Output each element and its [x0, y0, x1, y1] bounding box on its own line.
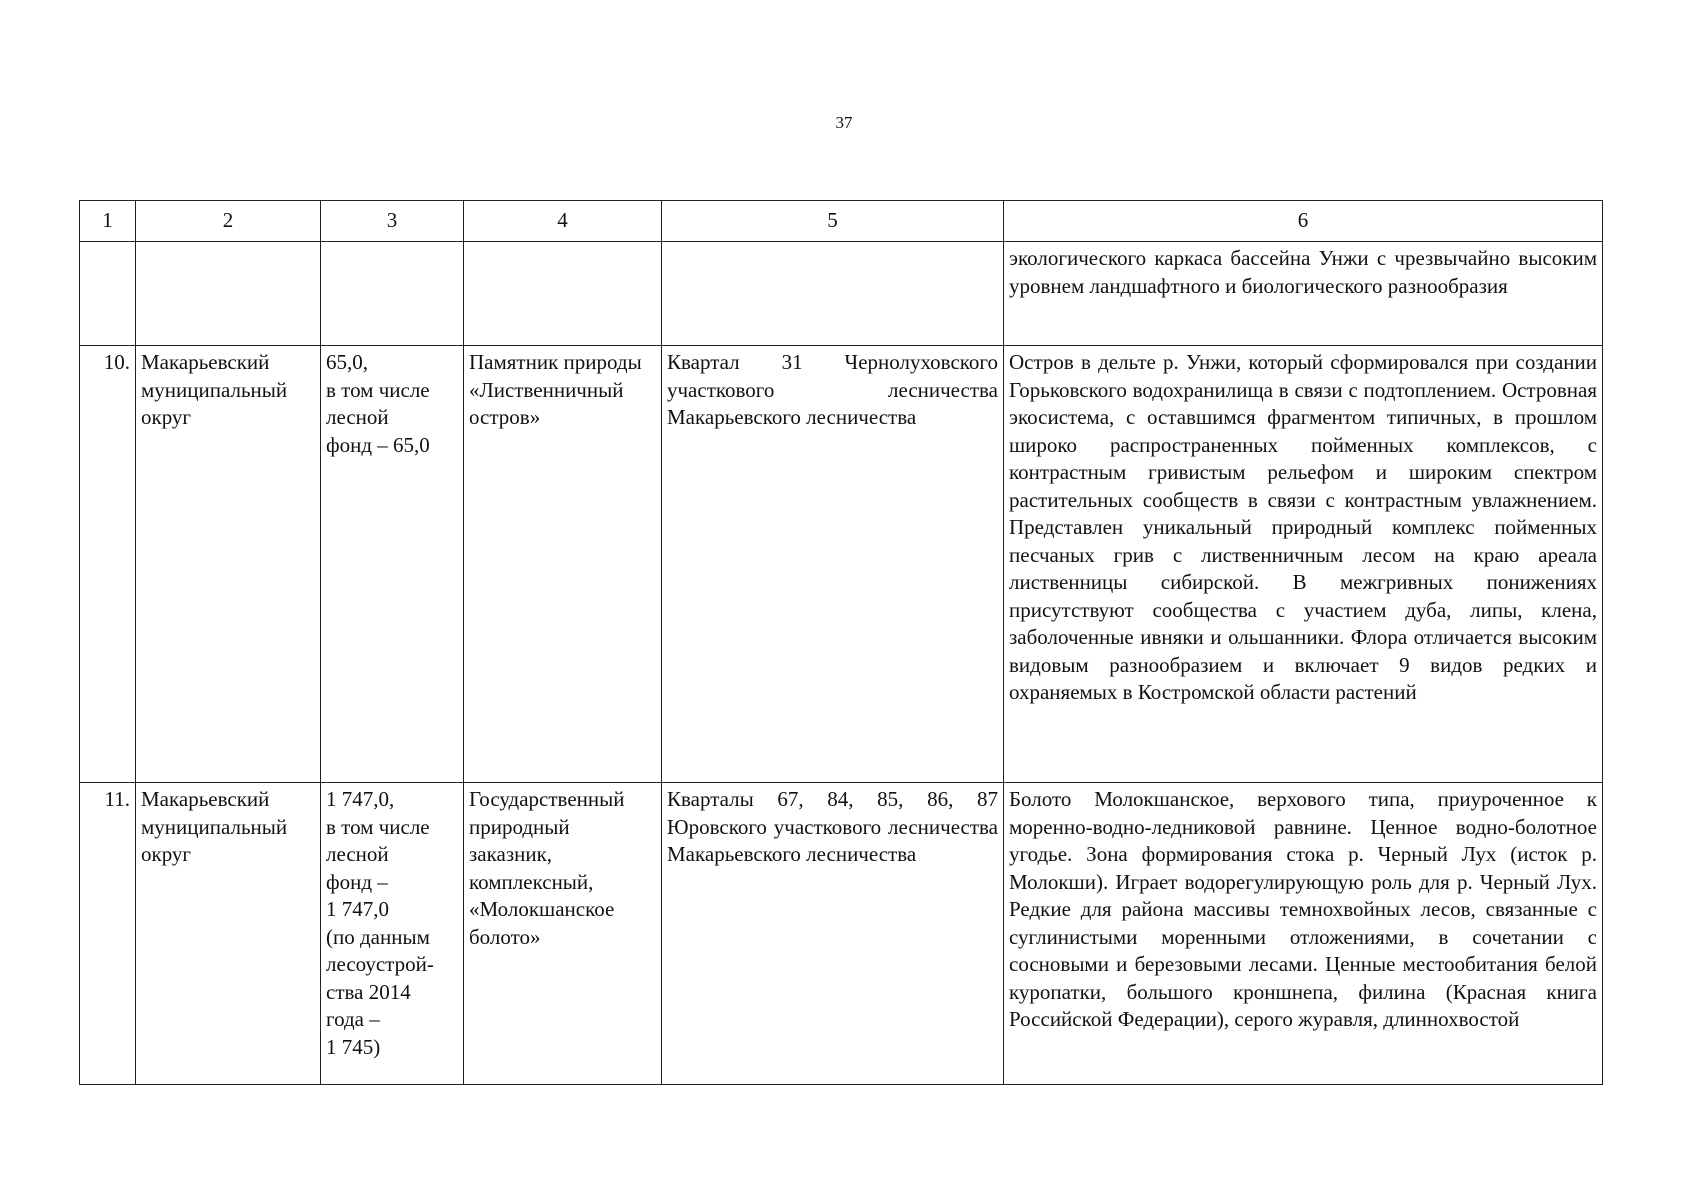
- location-cell: Квартал 31 Чернолуховского участкового лесничества Макарьевского лесничества: [662, 346, 1004, 783]
- header-col-5: 5: [662, 201, 1004, 242]
- table-row: [80, 346, 1603, 783]
- district-cell: Макарьевский муниципальный округ: [136, 783, 321, 1085]
- table-row: [80, 783, 1603, 1085]
- continuation-row: [80, 242, 1603, 346]
- cell-empty: [662, 242, 1004, 346]
- header-col-2: 2: [136, 201, 321, 242]
- continuation-description: экологического каркаса бассейна Унжи с чрезвычайно высоким уровнем ландшафтного и биологического разнообразия: [1004, 242, 1603, 346]
- area-line: 1 745): [326, 1034, 381, 1059]
- cell-empty: [80, 242, 136, 346]
- row-number: 10.: [80, 346, 136, 783]
- cell-empty: [321, 242, 464, 346]
- area-line: в том числе: [326, 377, 430, 402]
- row-number: 11.: [80, 783, 136, 1085]
- area-line: 65,0,: [326, 350, 368, 374]
- header-col-1: 1: [80, 201, 136, 242]
- area-line: фонд – 65,0: [326, 432, 430, 457]
- area-line: в том числе: [326, 814, 430, 839]
- cell-empty: [464, 242, 662, 346]
- page-number: 37: [835, 113, 853, 132]
- header-col-4: 4: [464, 201, 662, 242]
- category-cell: Государственный природный заказник, комплексный, «Молокшанское болото»: [464, 783, 662, 1085]
- category-cell: Памятник природы «Лиственничный остров»: [464, 346, 662, 783]
- header-col-6: 6: [1004, 201, 1603, 242]
- area-cell: [321, 783, 464, 1085]
- area-line: лесной: [326, 405, 389, 429]
- table-header-row: [80, 201, 1603, 242]
- area-line: ства 2014: [326, 979, 411, 1004]
- cell-empty: [136, 242, 321, 346]
- description-cell: Болото Молокшанское, верхового типа, приуроченное к моренно-водно-ледниковой равнине. Ценное водно-болотное угодье. Зона формирования стока р. Черный Лух (исток р. Молокши). Играет водорегулирующую роль для р. Черный Лух. Редкие для района массивы темнохвойных лесов, связанные с суглинистыми моренными отложениями, в сочетании с сосновыми и березовыми лесами. Ценные местообитания белой куропатки, большого кроншнепа, филина (Красная книга Российской Федерации), серого журавля, длиннохвостой: [1004, 783, 1603, 1085]
- area-cell: [321, 346, 464, 783]
- description-cell: Остров в дельте р. Унжи, который сформировался при создании Горьковского водохранилища в связи с подтоплением. Островная экосистема, с оставшимся фрагментом типичных, в прошлом широко распространенных пойменных комплексов, с контрастным гривистым рельефом и широким спектром растительных сообществ в связи с контрастным увлажнением. Представлен уникальный природный комплекс пойменных песчаных грив с лиственничным лесом на краю ареала лиственницы сибирской. В межгривных понижениях присутствуют сообщества с участием дуба, липы, клена, заболоченные ивняки и ольшанники. Флора отличается высоким видовым разнообразием и включает 9 видов редких и охраняемых в Костромской области растений: [1004, 346, 1603, 783]
- area-line: (по данным: [326, 924, 430, 949]
- area-line: 1 747,0,: [326, 787, 395, 811]
- district-cell: Макарьевский муниципальный округ: [136, 346, 321, 783]
- area-line: фонд –: [326, 869, 388, 894]
- location-cell: Кварталы 67, 84, 85, 86, 87 Юровского участкового лесничества Макарьевского лесничества: [662, 783, 1004, 1085]
- area-line: лесоустрой-: [326, 952, 434, 976]
- header-col-3: 3: [321, 201, 464, 242]
- area-line: года –: [326, 1007, 380, 1031]
- protected-areas-table: [79, 200, 1603, 1085]
- area-line: 1 747,0: [326, 897, 389, 921]
- area-line: лесной: [326, 842, 389, 866]
